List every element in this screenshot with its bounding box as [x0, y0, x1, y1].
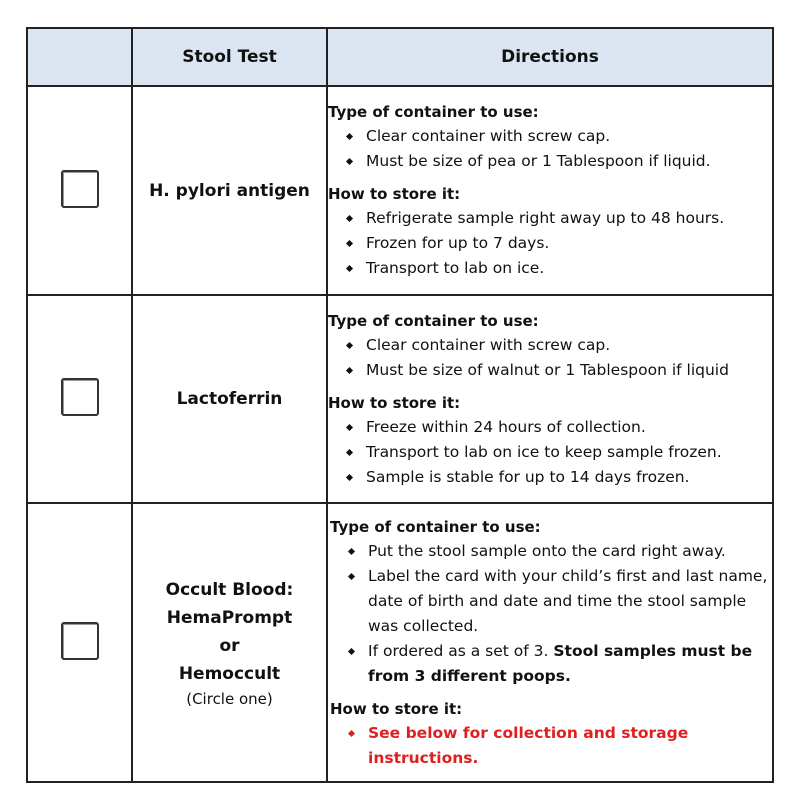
list-item: Transport to lab on ice to keep sample frozen. — [344, 440, 772, 465]
circle-one-note: (Circle one) — [186, 689, 273, 708]
header-checkbox-column — [27, 28, 132, 86]
list-item: Transport to lab on ice. — [344, 256, 772, 281]
list-item: Refrigerate sample right away up to 48 hours. — [344, 206, 772, 231]
directions-occult-blood — [327, 503, 773, 782]
table-row — [27, 503, 773, 782]
test-line: or — [219, 635, 240, 656]
header-row — [27, 28, 773, 86]
test-line: HemaPrompt — [166, 607, 293, 628]
container-list — [328, 333, 772, 383]
storage-warning: See below for collection and storage instructions. — [346, 721, 772, 771]
list-item: Freeze within 24 hours of collection. — [344, 415, 772, 440]
directions-h-pylori — [327, 86, 773, 295]
store-heading: How to store it: — [330, 699, 463, 718]
lactoferrin-checkbox[interactable] — [61, 378, 99, 416]
list-item: Clear container with screw cap. — [344, 124, 772, 149]
container-list — [330, 539, 772, 689]
list-item: Label the card with your child’s first and last name, date of birth and date and time the stool sample was collected. — [346, 564, 772, 639]
header-directions: Directions — [327, 28, 773, 86]
list-item: Must be size of walnut or 1 Tablespoon if liquid — [344, 358, 772, 383]
store-list — [328, 415, 772, 490]
item-emphasis: Stool samples must be from 3 different poops. — [368, 641, 753, 685]
list-item: Frozen for up to 7 days. — [344, 231, 772, 256]
header-stool-test: Stool Test — [132, 28, 327, 86]
list-item: Clear container with screw cap. — [344, 333, 772, 358]
h-pylori-checkbox[interactable] — [61, 170, 99, 208]
test-line: Occult Blood: — [165, 579, 294, 600]
store-heading: How to store it: — [328, 393, 461, 412]
directions-lactoferrin — [327, 295, 773, 503]
container-heading: Type of container to use: — [330, 517, 541, 536]
container-heading: Type of container to use: — [328, 103, 539, 121]
test-name-lactoferrin: Lactoferrin — [132, 295, 327, 503]
stool-test-table — [26, 27, 774, 783]
checkbox-cell — [27, 503, 132, 782]
store-list — [330, 721, 772, 771]
container-list — [328, 124, 772, 174]
list-item: Sample is stable for up to 14 days frozen. — [344, 465, 772, 490]
store-heading: How to store it: — [328, 185, 461, 203]
list-item: Must be size of pea or 1 Tablespoon if liquid. — [344, 149, 772, 174]
list-item: Put the stool sample onto the card right away. — [346, 539, 772, 564]
table-row — [27, 295, 773, 503]
checkbox-cell — [27, 86, 132, 295]
store-list — [328, 206, 772, 281]
item-text: If ordered as a set of 3. — [368, 641, 554, 660]
test-name-occult-blood — [132, 503, 327, 782]
checkbox-cell — [27, 295, 132, 503]
test-name-h-pylori: H. pylori antigen — [132, 86, 327, 295]
occult-blood-checkbox[interactable] — [61, 622, 99, 660]
list-item — [346, 639, 772, 689]
table-row — [27, 86, 773, 295]
test-line: Hemoccult — [178, 663, 281, 684]
container-heading: Type of container to use: — [328, 311, 539, 330]
